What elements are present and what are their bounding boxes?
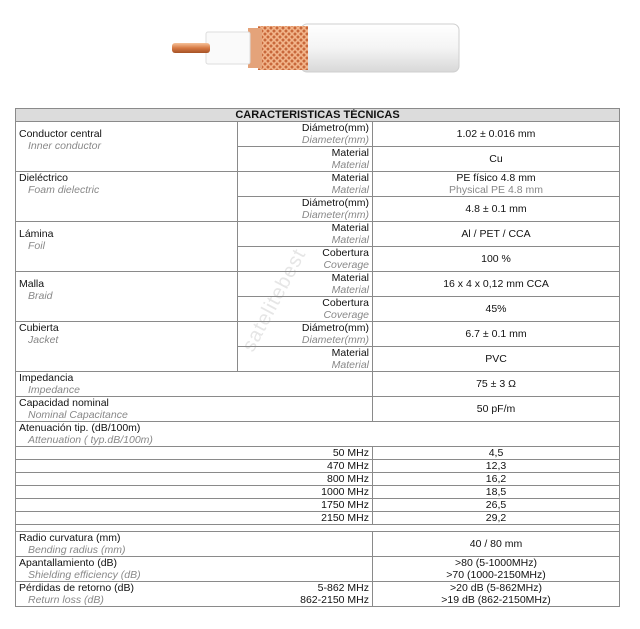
foil-material-prop: Material Material bbox=[238, 222, 373, 247]
attenuation-freq: 50 MHz bbox=[16, 447, 373, 460]
foil-label: Lámina Foil bbox=[16, 222, 238, 272]
return-loss-freq: 5-862 MHz bbox=[317, 582, 369, 594]
braid-coverage-value: 45% bbox=[373, 297, 620, 322]
attenuation-freq: 800 MHz bbox=[16, 473, 373, 486]
jacket-material-value: PVC bbox=[373, 347, 620, 372]
foil-coverage-prop: Cobertura Coverage bbox=[238, 247, 373, 272]
impedance-value: 75 ± 3 Ω bbox=[373, 372, 620, 397]
attenuation-freq: 1000 MHz bbox=[16, 486, 373, 499]
foil-coverage-value: 100 % bbox=[373, 247, 620, 272]
inner-diameter-prop: Diámetro(mm) Diameter(mm) bbox=[238, 122, 373, 147]
watermark: satelitebest bbox=[238, 245, 311, 356]
inner-material-value: Cu bbox=[373, 147, 620, 172]
attenuation-value: 29,2 bbox=[373, 512, 620, 525]
attenuation-freq: 2150 MHz bbox=[16, 512, 373, 525]
attenuation-value: 12,3 bbox=[373, 460, 620, 473]
table-header: CARACTERISTICAS TÉCNICAS bbox=[16, 109, 620, 122]
jacket-material-prop: Material Material bbox=[238, 347, 373, 372]
return-loss-label: Pérdidas de retorno (dB) Return loss (dB) 5-862 MHz 862-2150 MHz bbox=[16, 582, 373, 607]
inner-diameter-value: 1.02 ± 0.016 mm bbox=[373, 122, 620, 147]
inner-material-prop: Material Material bbox=[238, 147, 373, 172]
capacitance-label: Capacidad nominal Nominal Capacitance bbox=[16, 397, 373, 422]
attenuation-value: 4,5 bbox=[373, 447, 620, 460]
jacket-label: Cubierta Jacket bbox=[16, 322, 238, 372]
attenuation-value: 18,5 bbox=[373, 486, 620, 499]
dielectric-material-prop: Material Material bbox=[238, 172, 373, 197]
shielding-label: Apantallamiento (dB) Shielding efficiency (dB) bbox=[16, 557, 373, 582]
specs-table bbox=[15, 108, 620, 607]
spacer-row bbox=[16, 525, 620, 532]
dielectric-material-value: PE físico 4.8 mm Physical PE 4.8 mm bbox=[373, 172, 620, 197]
braid-coverage-prop: Cobertura Coverage bbox=[238, 297, 373, 322]
attenuation-freq: 470 MHz bbox=[16, 460, 373, 473]
jacket-diameter-value: 6.7 ± 0.1 mm bbox=[373, 322, 620, 347]
attenuation-value: 16,2 bbox=[373, 473, 620, 486]
dielectric-label: Dieléctrico Foam dielectric bbox=[16, 172, 238, 222]
dielectric-diameter-prop: Diámetro(mm) Diameter(mm) bbox=[238, 197, 373, 222]
braid-label: Malla Braid bbox=[16, 272, 238, 322]
braid-material-value: 16 x 4 x 0,12 mm CCA bbox=[373, 272, 620, 297]
impedance-label: Impedancia Impedance bbox=[16, 372, 373, 397]
dielectric-diameter-value: 4.8 ± 0.1 mm bbox=[373, 197, 620, 222]
attenuation-label: Atenuación tip. (dB/100m) Attenuation ( typ.dB/100m) bbox=[16, 422, 620, 447]
attenuation-freq: 1750 MHz bbox=[16, 499, 373, 512]
braid-material-prop: Material Material bbox=[238, 272, 373, 297]
shielding-value: >80 (5-1000MHz) >70 (1000-2150MHz) bbox=[373, 557, 620, 582]
attenuation-value: 26,5 bbox=[373, 499, 620, 512]
return-loss-value: >20 dB (5-862MHz) >19 dB (862-2150MHz) bbox=[373, 582, 620, 607]
jacket-diameter-prop: Diámetro(mm) Diameter(mm) bbox=[238, 322, 373, 347]
return-loss-freq: 862-2150 MHz bbox=[300, 594, 369, 606]
coaxial-cable-image bbox=[166, 22, 466, 74]
inner-conductor-label: Conductor central Inner conductor bbox=[16, 122, 238, 172]
bending-radius-value: 40 / 80 mm bbox=[373, 532, 620, 557]
bending-radius-label: Radio curvatura (mm) Bending radius (mm) bbox=[16, 532, 373, 557]
capacitance-value: 50 pF/m bbox=[373, 397, 620, 422]
foil-material-value: Al / PET / CCA bbox=[373, 222, 620, 247]
